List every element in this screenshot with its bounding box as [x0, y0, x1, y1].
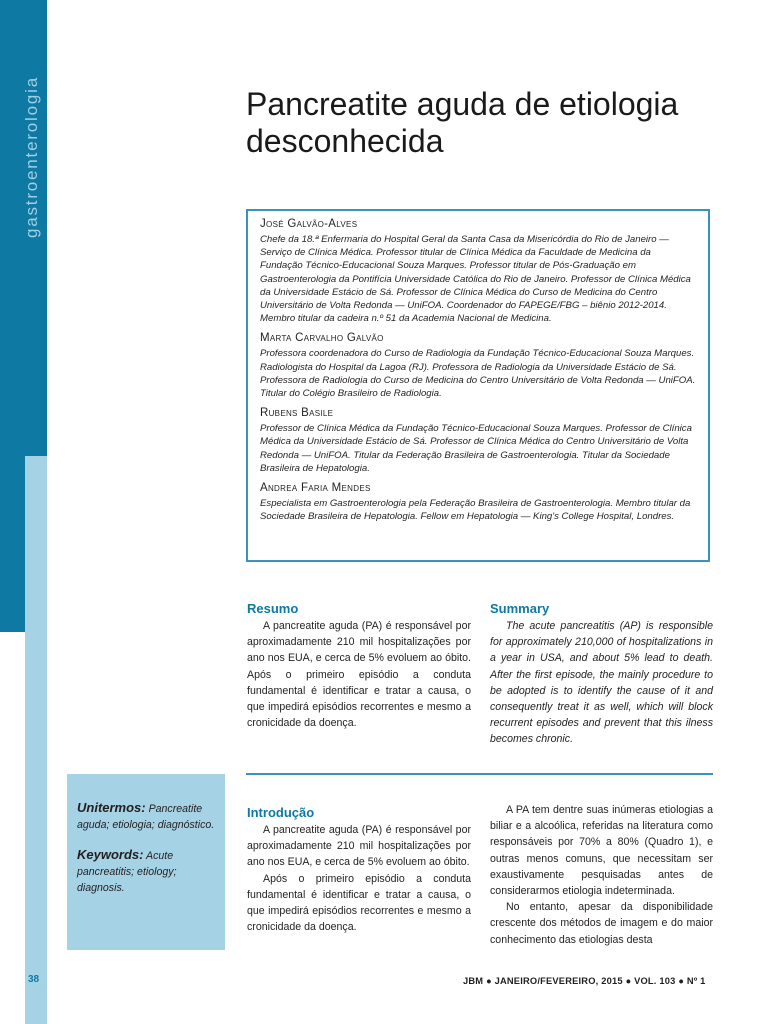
keywords-box: [67, 774, 225, 950]
summary-heading: Summary: [490, 601, 550, 616]
author-entry: [260, 407, 696, 475]
journal-footer: JBM ● JANEIRO/FEVEREIRO, 2015 ● VOL. 103 ● Nº 1: [463, 976, 706, 986]
intro-column-2: [490, 802, 713, 948]
author-entry: [260, 332, 696, 400]
introducao-heading: Introdução: [247, 805, 315, 820]
summary-paragraph: The acute pancreatitis (AP) is responsible for approximately 210,000 of hospitalizations in a year in USA, and about 5% lead to death. After the first episode, the mainly procedure to be adopted is to identify the cause of it and consequently treat it as well, which will block recurrent episodes and prevent that this ilness becomes chronic.: [490, 620, 713, 746]
author-affiliation: Professor de Clínica Médica da Fundação Técnico-Educacional Souza Marques. Professor de Clínica Médica da Universidade Estácio de Sá. Professor de Clínica Médica do Centro Universitário de Volta Redonda — UniFOA. Titular da Federação Brasileira de Gastroenterologia. Titular da Sociedade Brasileira de Hepatologia.: [260, 423, 692, 474]
authors-box: [246, 209, 710, 562]
side-band-dark-lower: [0, 456, 25, 632]
page-number: 38: [28, 974, 40, 985]
summary-text: [490, 618, 713, 748]
resumo-paragraph: A pancreatite aguda (PA) é responsável por aproximadamente 210 mil hospitalizações por ano nos EUA, e cerca de 5% evoluem ao óbito. Após o primeiro episódio a conduta fundamental é identificar e tratar a causa, o que impedirá episódios recorrentes e mesmo a cronicidade da doença.: [247, 620, 471, 730]
keywords-label: Keywords:: [77, 847, 144, 862]
author-affiliation: Professora coordenadora do Curso de Radiologia da Fundação Técnico-Educacional Souza Marques. Radiologista do Hospital da Lagoa (RJ). Professora de Radiologia da Universidade Estácio de Sá. Professora de Radiologia do Curso de Medicina do Centro Universitário de Volta Redonda — UniFOA. Titular do Colégio Brasileiro de Radiologia.: [260, 348, 696, 400]
section-label: gastroenterologia: [22, 76, 41, 238]
unitermos-text: Pancreatite aguda; etiologia; diagnóstico.: [77, 803, 215, 831]
unitermos-label: Unitermos:: [77, 800, 146, 815]
resumo-heading: Resumo: [247, 601, 299, 616]
keywords-block: [77, 847, 215, 896]
intro-paragraph: A PA tem dentre suas inúmeras etiologias a biliar e a alcoólica, referidas na literatura como responsáveis por 70% a 80% (Quadro 1), e outras menos comuns, que necessitam ser exaustivamente pesquisadas antes de considerarmos etiologia indeterminada.: [490, 804, 713, 898]
section-divider: [246, 773, 713, 775]
intro-paragraph: Após o primeiro episódio a conduta fundamental é identificar e tratar a causa, o que impedirá episódios recorrentes e mesmo a cronicidade da doença.: [247, 872, 471, 934]
author-affiliation: Especialista em Gastroenterologia pela Federação Brasileira de Gastroenterologia. Membro titular da Sociedade Brasileira de Hepatologia. Fellow em Hepatologia — King's College Hospital, Londres.: [260, 498, 691, 523]
side-band-light: [25, 456, 47, 1024]
intro-column-1: [247, 822, 471, 935]
author-entry: [260, 482, 696, 523]
author-name: Marta Carvalho Galvão: [260, 332, 384, 345]
intro-paragraph: A pancreatite aguda (PA) é responsável por aproximadamente 210 mil hospitalizações por ano nos EUA, e cerca de 5% evoluem ao óbito.: [247, 824, 471, 869]
resumo-text: [247, 618, 471, 731]
keywords-text: Acute pancreatitis; etiology; diagnosis.: [77, 850, 177, 894]
author-name: Andrea Faria Mendes: [260, 482, 371, 495]
article-title: Pancreatite aguda de etiologia desconhecida: [246, 86, 679, 159]
author-name: José Galvão-Alves: [260, 218, 358, 230]
unitermos-block: [77, 800, 215, 833]
author-affiliation: Chefe da 18.ª Enfermaria do Hospital Geral da Santa Casa da Misericórdia do Rio de Janeiro — Serviço de Clínica Médica. Professor titular de Clínica Médica da Faculdade de Medicina da Fundação Técnico-Educacional Souza Marques. Professor titular de Pós-Graduação em Gastroenterologia da Pontifícia Universidade Católica do Rio de Janeiro. Professor de Clínica Médica da Universidade Estácio de Sá. Professor de Clínica Médica do Curso de Medicina do Centro Universitário de Volta Redonda — UniFOA. Coordenador do FAPEGE/FBG – biênio 2012-2014. Membro titular da cadeira n.º 51 da Academia Nacional de Medicina.: [260, 234, 691, 325]
author-entry: [260, 218, 696, 325]
author-name: Rubens Basile: [260, 407, 334, 420]
intro-paragraph: No entanto, apesar da disponibilidade crescente dos métodos de imagem e do maior conhecimento das etiologias desta: [490, 901, 713, 946]
